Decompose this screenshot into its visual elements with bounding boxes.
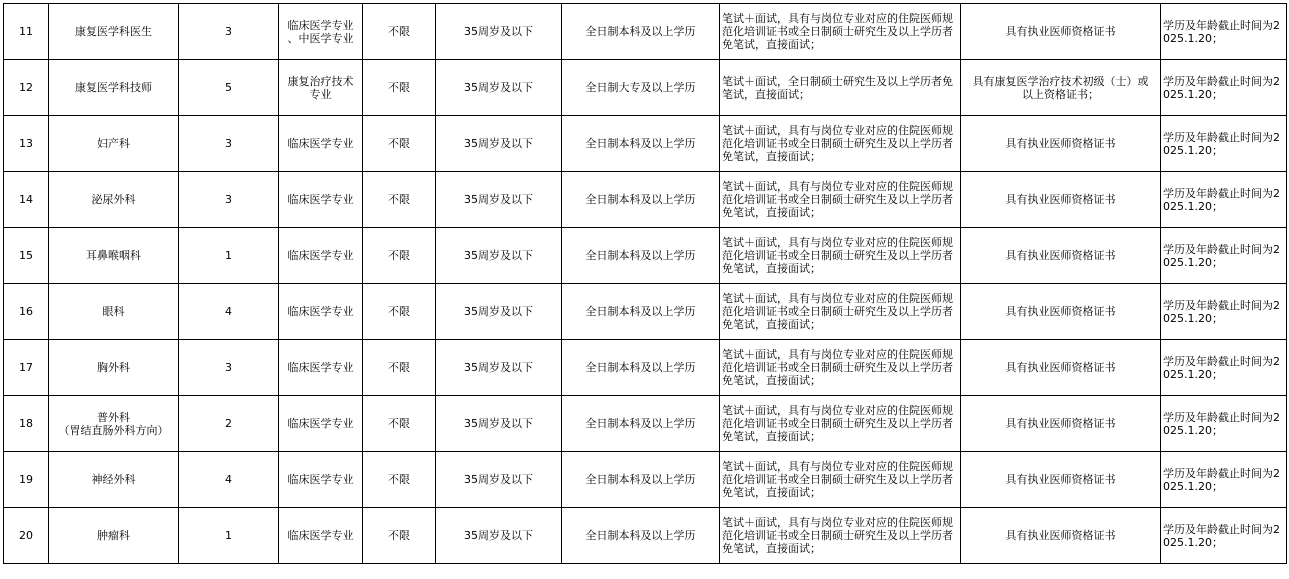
- education-cell: 全日制本科及以上学历: [562, 116, 720, 172]
- major-cell: 临床医学专业: [279, 508, 363, 564]
- post-name-cell: 普外科 （胃结直肠外科方向）: [49, 396, 179, 452]
- table-row: [4, 284, 1287, 340]
- education-cell: 全日制本科及以上学历: [562, 228, 720, 284]
- gender-cell: 不限: [363, 4, 436, 60]
- gender-cell: 不限: [363, 340, 436, 396]
- certificate-cell: 具有执业医师资格证书: [961, 4, 1161, 60]
- table-row: [4, 172, 1287, 228]
- major-cell: 临床医学专业: [279, 284, 363, 340]
- gender-cell: 不限: [363, 172, 436, 228]
- education-cell: 全日制本科及以上学历: [562, 4, 720, 60]
- post-name-cell: 胸外科: [49, 340, 179, 396]
- age-cell: 35周岁及以下: [436, 452, 562, 508]
- certificate-cell: 具有执业医师资格证书: [961, 116, 1161, 172]
- age-cell: 35周岁及以下: [436, 396, 562, 452]
- table-row: [4, 396, 1287, 452]
- age-cell: 35周岁及以下: [436, 508, 562, 564]
- row-number-cell: 13: [4, 116, 49, 172]
- major-cell: 临床医学专业: [279, 116, 363, 172]
- education-cell: 全日制本科及以上学历: [562, 396, 720, 452]
- note-cell: 学历及年龄截止时间为2025.1.20；: [1161, 452, 1287, 508]
- education-cell: 全日制本科及以上学历: [562, 340, 720, 396]
- post-name-cell: 泌尿外科: [49, 172, 179, 228]
- exam-method-cell: 笔试＋面试，具有与岗位专业对应的住院医师规范化培训证书或全日制硕士研究生及以上学历者免笔试，直接面试；: [720, 116, 961, 172]
- row-number-cell: 11: [4, 4, 49, 60]
- recruitment-table: [3, 3, 1287, 564]
- exam-method-cell: 笔试＋面试，具有与岗位专业对应的住院医师规范化培训证书或全日制硕士研究生及以上学历者免笔试，直接面试；: [720, 508, 961, 564]
- note-cell: 学历及年龄截止时间为2025.1.20；: [1161, 284, 1287, 340]
- education-cell: 全日制本科及以上学历: [562, 452, 720, 508]
- row-number-cell: 16: [4, 284, 49, 340]
- gender-cell: 不限: [363, 228, 436, 284]
- education-cell: 全日制本科及以上学历: [562, 508, 720, 564]
- table-row: [4, 116, 1287, 172]
- certificate-cell: 具有执业医师资格证书: [961, 508, 1161, 564]
- age-cell: 35周岁及以下: [436, 284, 562, 340]
- exam-method-cell: 笔试＋面试，全日制硕士研究生及以上学历者免笔试，直接面试；: [720, 60, 961, 116]
- note-cell: 学历及年龄截止时间为2025.1.20；: [1161, 340, 1287, 396]
- headcount-cell: 1: [179, 228, 279, 284]
- post-name-cell: 妇产科: [49, 116, 179, 172]
- row-number-cell: 12: [4, 60, 49, 116]
- major-cell: 康复治疗技术 专业: [279, 60, 363, 116]
- headcount-cell: 5: [179, 60, 279, 116]
- age-cell: 35周岁及以下: [436, 228, 562, 284]
- gender-cell: 不限: [363, 452, 436, 508]
- table-row: [4, 4, 1287, 60]
- certificate-cell: 具有执业医师资格证书: [961, 452, 1161, 508]
- headcount-cell: 1: [179, 508, 279, 564]
- major-cell: 临床医学专业: [279, 172, 363, 228]
- certificate-cell: 具有康复医学治疗技术初级（士）或 以上资格证书；: [961, 60, 1161, 116]
- headcount-cell: 3: [179, 340, 279, 396]
- age-cell: 35周岁及以下: [436, 4, 562, 60]
- note-cell: 学历及年龄截止时间为2025.1.20；: [1161, 116, 1287, 172]
- exam-method-cell: 笔试＋面试，具有与岗位专业对应的住院医师规范化培训证书或全日制硕士研究生及以上学历者免笔试，直接面试；: [720, 340, 961, 396]
- table-row: [4, 340, 1287, 396]
- row-number-cell: 15: [4, 228, 49, 284]
- post-name-cell: 耳鼻喉咽科: [49, 228, 179, 284]
- headcount-cell: 3: [179, 116, 279, 172]
- major-cell: 临床医学专业: [279, 452, 363, 508]
- post-name-cell: 神经外科: [49, 452, 179, 508]
- headcount-cell: 4: [179, 452, 279, 508]
- row-number-cell: 19: [4, 452, 49, 508]
- certificate-cell: 具有执业医师资格证书: [961, 172, 1161, 228]
- gender-cell: 不限: [363, 284, 436, 340]
- table-row: [4, 508, 1287, 564]
- post-name-cell: 肿瘤科: [49, 508, 179, 564]
- age-cell: 35周岁及以下: [436, 116, 562, 172]
- exam-method-cell: 笔试＋面试，具有与岗位专业对应的住院医师规范化培训证书或全日制硕士研究生及以上学历者免笔试，直接面试；: [720, 4, 961, 60]
- table-row: [4, 228, 1287, 284]
- row-number-cell: 14: [4, 172, 49, 228]
- certificate-cell: 具有执业医师资格证书: [961, 228, 1161, 284]
- age-cell: 35周岁及以下: [436, 60, 562, 116]
- gender-cell: 不限: [363, 508, 436, 564]
- education-cell: 全日制本科及以上学历: [562, 284, 720, 340]
- age-cell: 35周岁及以下: [436, 172, 562, 228]
- row-number-cell: 17: [4, 340, 49, 396]
- major-cell: 临床医学专业 、中医学专业: [279, 4, 363, 60]
- headcount-cell: 3: [179, 4, 279, 60]
- table-row: [4, 452, 1287, 508]
- exam-method-cell: 笔试＋面试，具有与岗位专业对应的住院医师规范化培训证书或全日制硕士研究生及以上学历者免笔试，直接面试；: [720, 172, 961, 228]
- note-cell: 学历及年龄截止时间为2025.1.20；: [1161, 4, 1287, 60]
- gender-cell: 不限: [363, 60, 436, 116]
- major-cell: 临床医学专业: [279, 228, 363, 284]
- headcount-cell: 3: [179, 172, 279, 228]
- major-cell: 临床医学专业: [279, 340, 363, 396]
- post-name-cell: 康复医学科技师: [49, 60, 179, 116]
- certificate-cell: 具有执业医师资格证书: [961, 396, 1161, 452]
- note-cell: 学历及年龄截止时间为2025.1.20；: [1161, 228, 1287, 284]
- major-cell: 临床医学专业: [279, 396, 363, 452]
- note-cell: 学历及年龄截止时间为2025.1.20；: [1161, 172, 1287, 228]
- headcount-cell: 4: [179, 284, 279, 340]
- age-cell: 35周岁及以下: [436, 340, 562, 396]
- row-number-cell: 20: [4, 508, 49, 564]
- certificate-cell: 具有执业医师资格证书: [961, 340, 1161, 396]
- certificate-cell: 具有执业医师资格证书: [961, 284, 1161, 340]
- exam-method-cell: 笔试＋面试，具有与岗位专业对应的住院医师规范化培训证书或全日制硕士研究生及以上学历者免笔试，直接面试；: [720, 284, 961, 340]
- exam-method-cell: 笔试＋面试，具有与岗位专业对应的住院医师规范化培训证书或全日制硕士研究生及以上学历者免笔试，直接面试；: [720, 228, 961, 284]
- education-cell: 全日制本科及以上学历: [562, 172, 720, 228]
- post-name-cell: 眼科: [49, 284, 179, 340]
- gender-cell: 不限: [363, 116, 436, 172]
- note-cell: 学历及年龄截止时间为2025.1.20；: [1161, 396, 1287, 452]
- headcount-cell: 2: [179, 396, 279, 452]
- table-row: [4, 60, 1287, 116]
- row-number-cell: 18: [4, 396, 49, 452]
- post-name-cell: 康复医学科医生: [49, 4, 179, 60]
- exam-method-cell: 笔试＋面试，具有与岗位专业对应的住院医师规范化培训证书或全日制硕士研究生及以上学历者免笔试，直接面试；: [720, 396, 961, 452]
- note-cell: 学历及年龄截止时间为2025.1.20；: [1161, 508, 1287, 564]
- education-cell: 全日制大专及以上学历: [562, 60, 720, 116]
- exam-method-cell: 笔试＋面试，具有与岗位专业对应的住院医师规范化培训证书或全日制硕士研究生及以上学历者免笔试，直接面试；: [720, 452, 961, 508]
- note-cell: 学历及年龄截止时间为2025.1.20；: [1161, 60, 1287, 116]
- gender-cell: 不限: [363, 396, 436, 452]
